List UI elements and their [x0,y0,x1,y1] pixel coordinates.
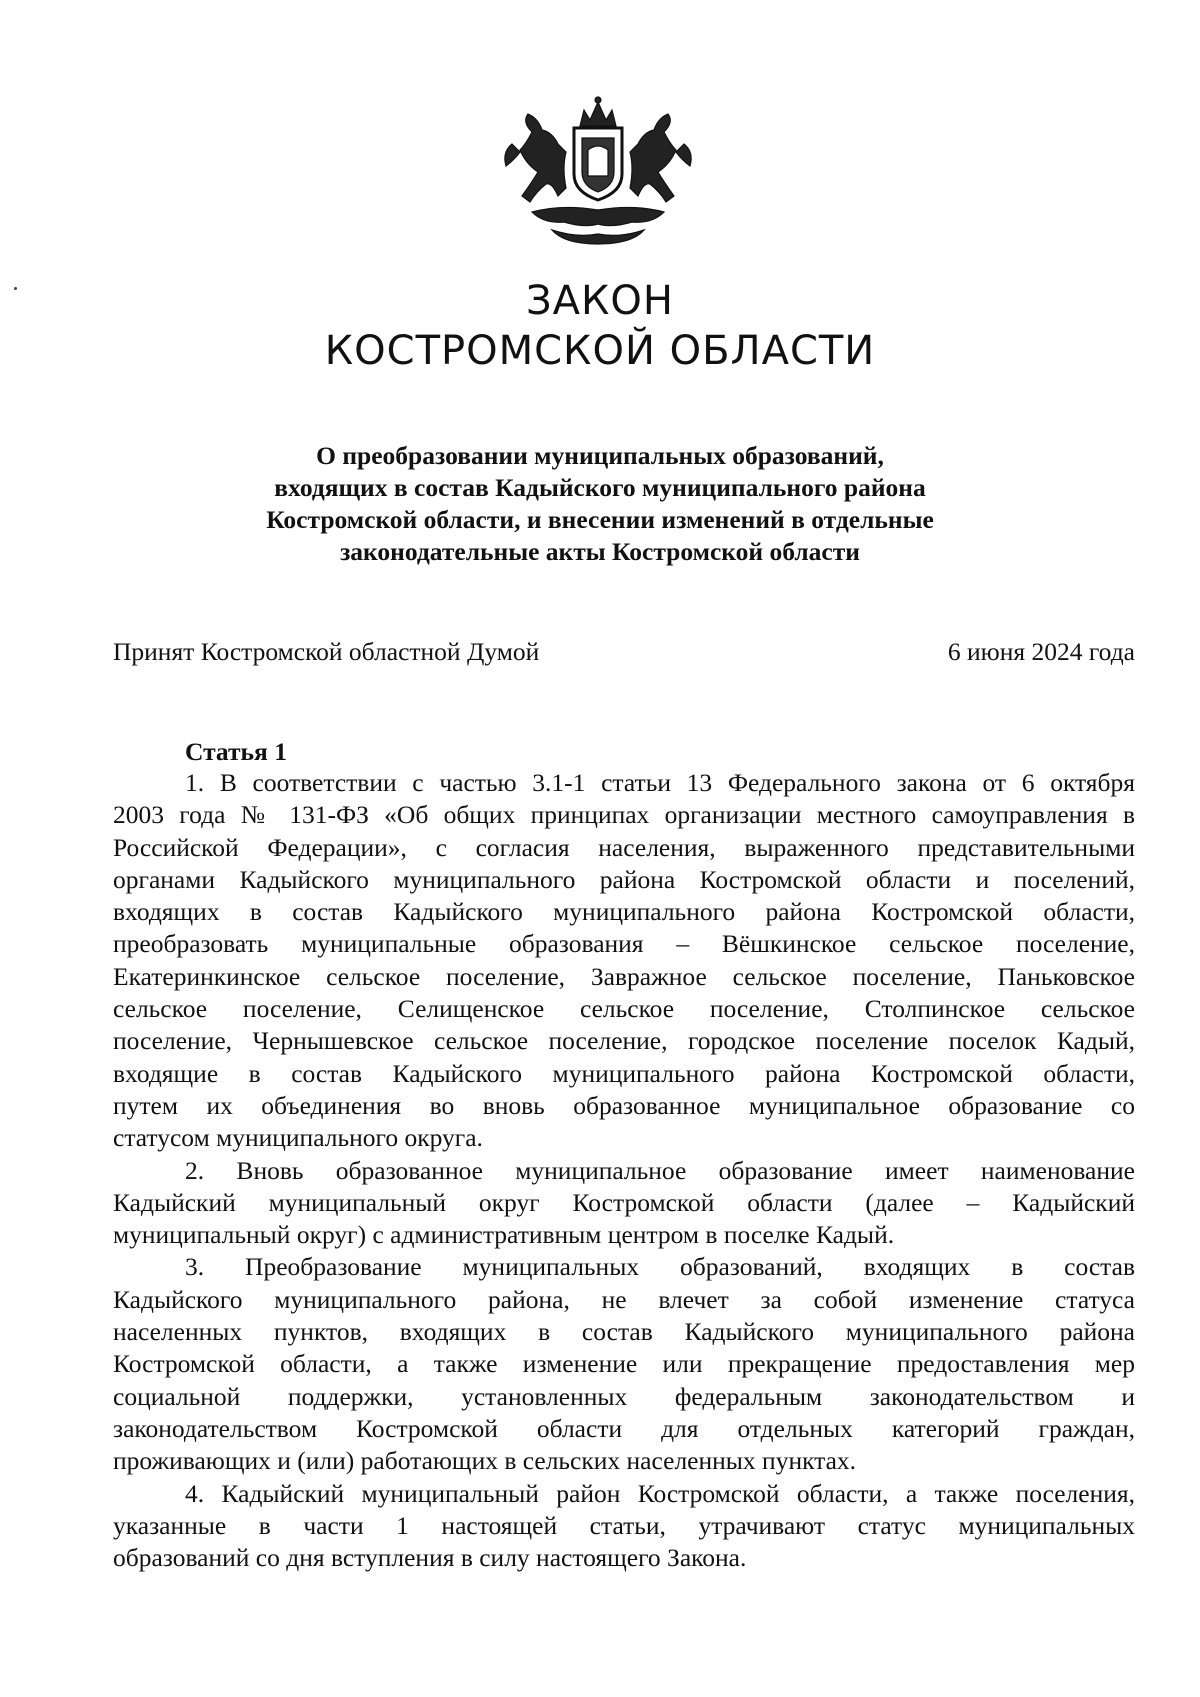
article-title: Статья 1 [185,737,287,766]
text-line: статусом муниципального округа. [113,1123,483,1153]
text-line: муниципальный округ) с административным центром в поселке Кадый. [113,1220,895,1250]
text-line: органами Кадыйского муниципального района Костромской области и поселений, [113,864,1135,894]
paragraph [113,1478,1135,1575]
law-title [150,440,1050,568]
law-title-line: входящих в состав Кадыйского муниципального района [274,473,926,502]
text-line: Российской Федерации», с согласия населения, выраженного представительными [113,832,1135,862]
text-line: Кадыйский муниципальный округ Костромской области (далее – Кадыйский [113,1187,1135,1217]
text-line: Костромской области, а также изменение или прекращение предоставления мер [113,1349,1135,1379]
text-line: Кадыйского муниципального района, не влечет за собой изменение статуса [113,1284,1135,1314]
text-line: входящих в состав Кадыйского муниципального района Костромской области, [113,897,1135,927]
region-heading: КОСТРОМСКОЙ ОБЛАСТИ [324,328,876,374]
text-line: 3. Преобразование муниципальных образований, входящих в состав [185,1252,1135,1282]
text-line: 2003 года № 131-ФЗ «Об общих принципах организации местного самоуправления в [113,800,1135,830]
text-line: входящие в состав Кадыйского муниципального района Костромской области, [113,1058,1135,1088]
article-body [113,767,1135,1574]
paragraph [113,1155,1135,1252]
coat-of-arms-emblem [492,92,704,252]
text-line: образований со дня вступления в силу настоящего Закона. [113,1543,747,1573]
adopted-by: Принят Костромской областной Думой [113,637,540,666]
law-heading: ЗАКОН [526,278,674,324]
text-line: Екатеринкинское сельское поселение, Завражное сельское поселение, Паньковское [113,961,1135,991]
text-line: 4. Кадыйский муниципальный район Костромской области, а также поселения, [185,1478,1135,1508]
text-line: социальной поддержки, установленных федеральным законодательством и [113,1381,1135,1411]
text-line: указанные в части 1 настоящей статьи, утрачивают статус муниципальных [113,1510,1135,1540]
text-line: преобразовать муниципальные образования – Вёшкинское сельское поселение, [113,929,1135,959]
text-line: населенных пунктов, входящих в состав Кадыйского муниципального района [113,1317,1135,1347]
text-line: поселение, Чернышевское сельское поселение, городское поселение поселок Кадый, [113,1026,1135,1056]
text-line: путем их объединения во вновь образованное муниципальное образование со [113,1090,1135,1120]
text-line: 1. В соответствии с частью 3.1-1 статьи 13 Федерального закона от 6 октября [185,768,1135,797]
law-title-line: О преобразовании муниципальных образований, [316,441,884,470]
paragraph [113,767,1135,1155]
text-line: законодательством Костромской области для отдельных категорий граждан, [113,1413,1135,1443]
text-line: сельское поселение, Селищенское сельское поселение, Столпинское сельское [113,994,1135,1024]
text-line: проживающих и (или) работающих в сельских населенных пунктах. [113,1446,857,1476]
text-line: 2. Вновь образованное муниципальное образование имеет наименование [185,1155,1135,1185]
paragraph [113,1251,1135,1477]
law-title-line: Костромской области, и внесении изменений в отдельные [266,505,934,534]
law-title-line: законодательные акты Костромской области [340,537,860,566]
adopted-date: 6 июня 2024 года [947,637,1135,666]
scan-speck [14,287,17,290]
